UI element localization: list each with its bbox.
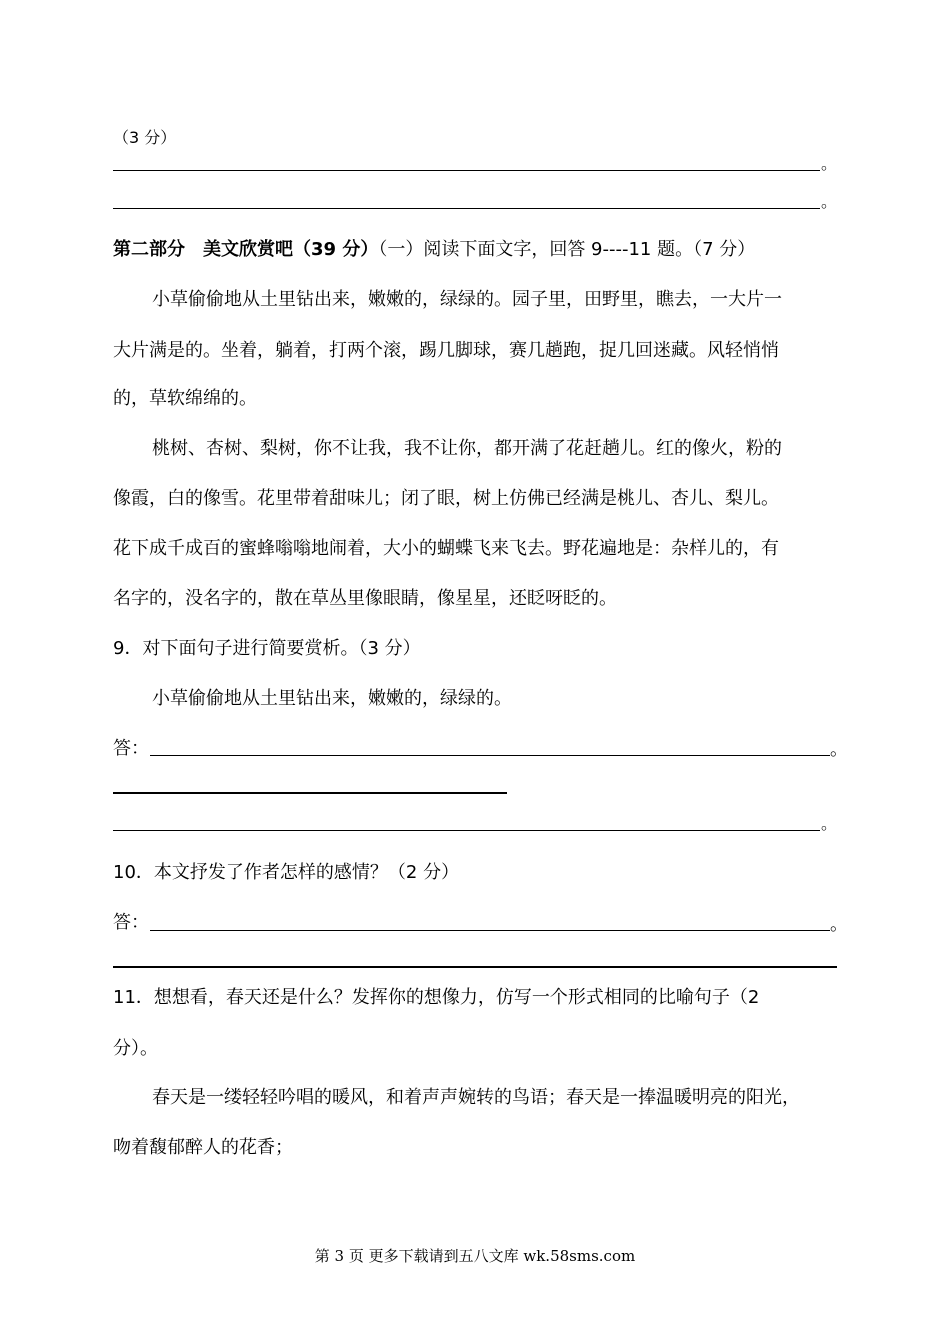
passage-line: 像霞，白的像雪。花里带着甜味儿；闭了眼，树上仿佛已经满是桃儿、杏儿、梨儿。 (113, 488, 779, 509)
question-10: 10．本文抒发了作者怎样的感情？（2 分） (113, 862, 460, 883)
answer-line (150, 930, 830, 931)
passage-line: 小草偷偷地从土里钻出来，嫩嫩的，绿绿的。园子里，田野里，瞧去，一大片一 (152, 289, 782, 310)
example-line: 春天是一缕轻轻吟唱的暖风，和着声声婉转的鸟语；春天是一捧温暖明亮的阳光， (152, 1087, 800, 1108)
question-11: 11．想想看，春天还是什么？发挥你的想像力，仿写一个形式相同的比喻句子（2 (113, 987, 760, 1008)
answer-line (113, 792, 507, 794)
section-heading (113, 237, 755, 263)
end-mark: 。 (821, 814, 838, 833)
section-instructions: （一）阅读下面文字，回答 9----11 题。（7 分） (378, 239, 756, 260)
passage-line: 大片满是的。坐着，躺着，打两个滚，踢几脚球，赛几趟跑，捉几回迷藏。风轻悄悄 (113, 340, 779, 361)
end-mark: 。 (830, 914, 848, 935)
answer-label: 答： (113, 912, 149, 933)
passage-line: 名字的，没名字的，散在草丛里像眼睛，像星星，还眨呀眨的。 (113, 588, 617, 609)
passage-line: 桃树、杏树、梨树，你不让我，我不让你，都开满了花赶趟儿。红的像火，粉的 (152, 438, 782, 459)
score-note: （3 分） (113, 128, 177, 147)
answer-line (113, 966, 837, 968)
question-11-cont: 分）。 (113, 1038, 158, 1059)
answer-label: 答： (113, 738, 149, 759)
answer-line (113, 170, 820, 171)
end-mark: 。 (821, 192, 838, 211)
answer-line (113, 830, 820, 831)
quoted-sentence: 小草偷偷地从土里钻出来，嫩嫩的，绿绿的。 (152, 688, 512, 709)
page-footer: 第 3 页 更多下载请到五八文库 wk.58sms.com (314, 1247, 636, 1265)
passage-line: 花下成千成百的蜜蜂嗡嗡地闹着，大小的蝴蝶飞来飞去。野花遍地是：杂样儿的，有 (113, 538, 779, 559)
passage-line: 的，草软绵绵的。 (113, 388, 257, 409)
example-line: 吻着馥郁醉人的花香； (113, 1137, 293, 1158)
question-9: 9．对下面句子进行简要赏析。（3 分） (113, 638, 421, 659)
section-title: 第二部分 美文欣赏吧（39 分） (113, 239, 379, 260)
end-mark: 。 (830, 739, 848, 760)
end-mark: 。 (821, 154, 838, 173)
answer-line (113, 208, 820, 209)
answer-line (150, 755, 830, 756)
